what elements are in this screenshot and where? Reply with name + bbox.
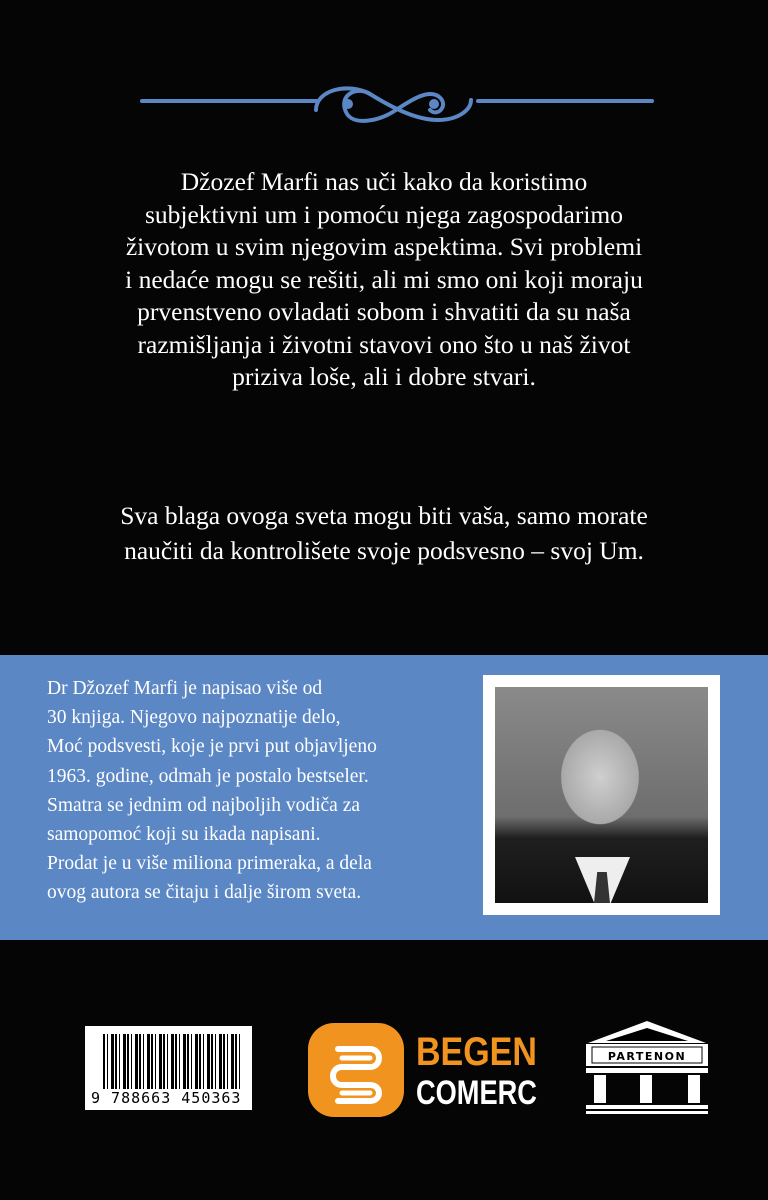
bio-line: Moć podsvesti, koje je prvi put objavljeno <box>47 736 377 758</box>
bio-line: Smatra se jednim od najboljih vodiča za <box>47 794 360 816</box>
bio-line: ovog autora se čitaju i dalje širom sveta. <box>47 882 362 904</box>
author-band <box>0 655 768 940</box>
bio-line: Prodat je u više miliona primeraka, a dela <box>47 853 372 875</box>
bio-line: samopomoć koji su ikada napisani. <box>47 824 321 846</box>
blurb-line: i nedaće mogu se rešiti, ali mi smo oni koji moraju <box>125 264 643 294</box>
bio-line: Dr Džozef Marfi je napisao više od <box>47 678 323 699</box>
begen-comerc-logo <box>416 1032 567 1110</box>
blurb-line: životom u svim njegovim aspektima. Svi problemi <box>125 232 643 261</box>
begen-logo-text: BEGEN <box>416 1030 537 1074</box>
author-bio <box>47 674 377 908</box>
blurb-paragraph-2 <box>0 498 768 568</box>
comerc-logo-text: COMERC <box>416 1074 537 1112</box>
ornament-divider <box>138 80 658 130</box>
blurb-line: Džozef Marfi nas uči kako da koristimo <box>180 167 588 196</box>
isbn-barcode <box>85 1026 252 1110</box>
blurb-paragraph-1 <box>0 166 768 394</box>
partenon-logo-text: PARTENON <box>607 1050 687 1063</box>
author-photo <box>495 687 708 903</box>
bio-line: 30 knjiga. Njegovo najpoznatije delo, <box>47 707 341 729</box>
isbn-number: 9 788663 450363 <box>91 1089 242 1107</box>
partenon-logo <box>584 1019 710 1115</box>
blurb-line: priziva loše, ali i dobre stvari. <box>232 362 536 391</box>
blurb-line: Sva blaga ovoga sveta mogu biti vaša, samo morate <box>120 501 648 530</box>
barcode-bars <box>103 1034 240 1094</box>
blurb-line: razmišljanja i životni stavovi ono što u naš život <box>137 329 631 359</box>
author-photo-frame <box>483 675 720 915</box>
begen-logo-icon <box>308 1023 404 1117</box>
blurb-line: prvenstveno ovladati sobom i shvatiti da su naša <box>137 297 631 326</box>
blurb-line: naučiti da kontrolišete svoje podsvesno – svoj Um. <box>124 536 644 565</box>
bio-line: 1963. godine, odmah je postalo bestseler. <box>47 765 369 787</box>
blurb-line: subjektivni um i pomoću njega zagospodarimo <box>144 199 624 229</box>
